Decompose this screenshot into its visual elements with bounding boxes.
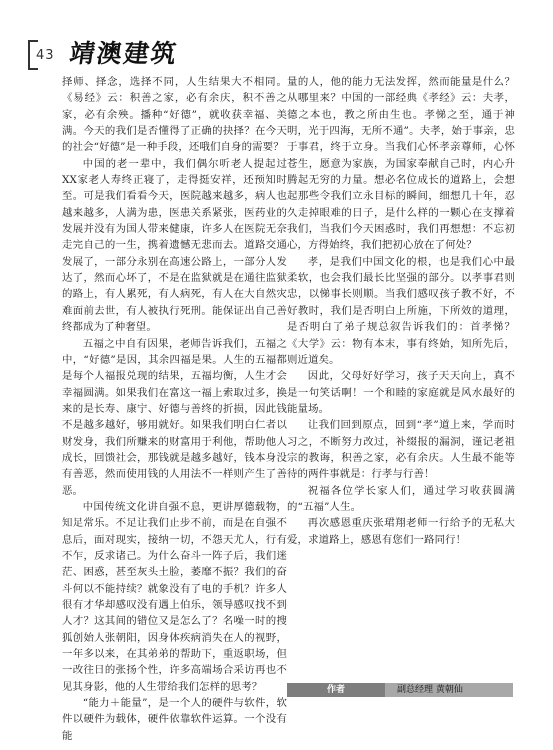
article-paragraph: 祝福各位学长家人们，通过学习收获圆满的“五福”人生。 — [287, 484, 515, 513]
article-paragraph: 五福之中自有因果，老师告诉我们，五福之中，“好德”是因，其余四福是果。人生的五福都是每个人福报兑现的结果，五福均衡，人生才会幸福圆满。如果我们在富这一福上索取过多，换来的是长寿、康宁、好德与善终的折损，因此钱不是越多越好，够用就好。如果我们明白仁者以财发身，我们所赚来的财富用于利他，帮助他人成长，回馈社会，那钱就是越多越好，钱本身没有善恶，然而使用钱的人用法不一样则产生了善恶。 — [62, 337, 287, 497]
article-left-column — [62, 74, 287, 744]
article-paragraph: 再次感恩重庆张珺翔老师一行给予的无私大爱，求道路上，感恩有您们一路同行！ — [287, 517, 515, 546]
article-paragraph: 中国传统文化讲自强不息，更讲厚德载物，知足常乐。不足让我们止步不前，而是在自强不息后，面对现实，接纳一切，不怨天尤人，行有不乍，反求诸己。为什么奋斗一阵子后，我们迷茫、困惑，甚至灰头土脸，萎靡不振？我们的奋斗何以不能持续？就象没有了电的手机？许多人很有才华却感叹没有遇上伯乐，领导感叹找不到人才？这其间的错位又是怎么了？名噪一时的搜狐创始人张朝阳，因身体疾病消失在人的视野，一年多以来，在其弟弟的帮助下，重返职场，但一改往日的张扬个性，许多高端场合采访再也不见其身影，他的人生带给我们怎样的思考？ — [62, 500, 287, 693]
article-paragraph: 让我们回到原点，回到“孝”道上来，学而时习之，不断努力改过，补缀报的漏洞，谨记老祖宗的教诲，积善之家，必有余庆。人生最不能等待的两件事就是：行孝与行善！ — [287, 419, 515, 481]
author-name: 副总经理 黄朝仙 — [397, 685, 463, 695]
article-right-column — [287, 74, 515, 548]
article-paragraph: 因此，父母好好学习，孩子天天向上，真不是一句笑话啊！一个和睦的家庭就是风水最好的能量场。 — [287, 370, 515, 415]
page-header — [28, 34, 288, 78]
page-number: 43 — [36, 48, 55, 63]
author-label: 作者 — [287, 683, 385, 697]
article-paragraph: 孝，是我们中国文化的根，也是我们心中最柔软，也会我们最长比坚强的部分。以孝事君则忠，以悌事长则顺。当我们感叹孩子教不好，不好教时，我们是否明白上所施，下所效的道理，是否明白了弟子规总叙告诉我们的：首孝悌？《大学》云：物有本末，事有终始，知所先后，则近道矣。 — [287, 255, 515, 366]
article-paragraph: 量的人，他的能力无法发挥，然而能量是什么？从哪里来？中国的一部经典《孝经》云：夫孝，德之本也，教之所由生也。孝悌之至，通于神明，光于四海，无所不通”。夫孝，始于事亲，忠于事君，终于立身。当我们心怀孝亲尊师，心怀苍生，愿意为家族，为国家奉献自己时，内心升腾起无穷的力量。想必名位成长的道路上，会想起那些令我们立永目标的瞬间，细想几十年，忍久走掉眼难的日子，是什么样的一颗心在支撑着我们，当我们今天困惑时，我们再想想：不忘初心，方得始终，我们把初心放在了何处？ — [287, 76, 515, 252]
column-title: 靖澳建筑 — [67, 39, 180, 68]
article-paragraph: 择师、择念，选择不同，人生结果大不相同。《易经》云：积善之家，必有余庆，积不善之家，必有余殃。播种“好德”，就收获幸福、美满。今天的我们是否懂得了正确的抉择？在今天的社会“好德”是一种手段，还哦们自身的需要？ — [62, 76, 287, 154]
author-bar — [287, 683, 513, 697]
article-paragraph: “能力＋能量”，是一个人的硬件与软件，软件以硬件为载体，硬件依靠软件运算。一个没有能 — [62, 697, 287, 742]
article-paragraph: 中国的老一辈中，我们偶尔听老人提起过XX家老人寿终正寝了，走得挺安祥，还预知时至。可是我们看看今天，医院越来越多，病人也越来越多，人满为患，医患关系紧张，医药业的发展并没有为国人带来健康，许多人在医院无奈走完自己的一生，携着遗憾无悲而去。道路交通发展了，一部分永别在高速公路上，一部分人发达了，然而心坏了，不是在监狱就是在通往监狱的路上，有人累死，有人病死，有人在大自然灾难面前去世，有人被执行死刑。能保证出自己善终都成为了种奢望。 — [62, 157, 287, 334]
